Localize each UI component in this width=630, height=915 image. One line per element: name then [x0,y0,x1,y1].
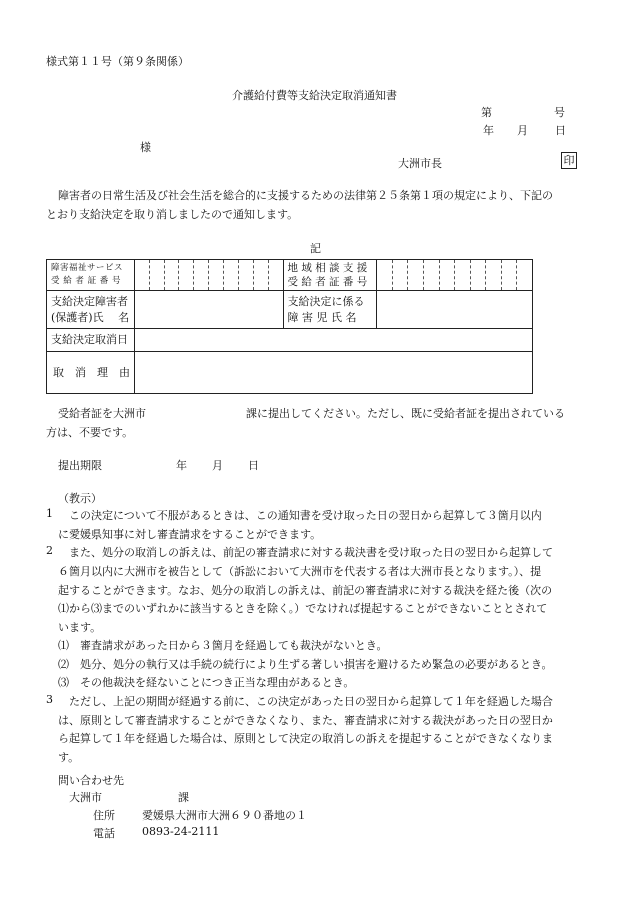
recipient-name-field[interactable] [134,291,283,329]
notice-1-number: 1 [46,507,53,520]
doc-no-prefix: 第 [481,106,492,119]
submit-line-1a: 受給者証を大洲市 [58,407,146,420]
notice-3-line: ら起算して１年を経過した場合は、原則として決定の取消しの訴えを提起することができなくなりま [58,732,553,745]
issuer: 大洲市長 [398,157,442,170]
deadline-day: 日 [248,459,259,472]
service-cert-number-field[interactable] [134,260,283,291]
notice-3-number: 3 [46,693,53,706]
doc-no-suffix: 号 [554,106,565,119]
notice-2-line: ６箇月以内に大洲市を被告として（訴訟において大洲市を代表する者は大洲市長となります。）、提 [58,565,542,578]
deadline-month: 月 [212,459,223,472]
cell-recipient-name-label [47,291,135,329]
cell-service-cert-label [47,260,135,291]
label-text: 取 消 理 由 [53,365,130,379]
label-text: 障害福祉サービス [51,263,124,273]
label-text: 支給決定障害者 [51,294,128,308]
child-name-field[interactable] [377,291,533,329]
contact-address: 愛媛県大洲市大洲６９０番地の１ [142,809,307,822]
notice-table [46,259,533,394]
cell-child-name-label [283,291,377,329]
notice-heading: （教示） [58,492,102,505]
contact-heading: 問い合わせ先 [58,774,124,787]
sub-item-2: ⑵ 処分、処分の執行又は手続の続行により生ずる著しい損害を避けるため緊急の必要があるとき。 [58,658,553,671]
contact-tel: 0893-24-2111 [142,825,220,838]
date-day: 日 [555,124,566,137]
label-text: 地 域 相 談 支 援 [287,262,368,274]
cancel-date-field[interactable] [134,329,532,352]
label-text: 支給決定に係る [287,294,365,308]
sub-item-3: ⑶ その他裁決を経ないことにつき正当な理由があるとき。 [58,676,355,689]
contact-tel-label: 電話 [93,827,115,840]
form-number: 様式第１１号（第９条関係） [46,55,189,68]
deadline-year: 年 [176,459,187,472]
notice-3-line: ただし、上記の期間が経過する前に、この決定があった日の翌日から起算して１年を経過した場合 [69,695,553,708]
table-row [47,260,533,291]
submit-line-1b: 課に提出してください。ただし、既に受給者証を提出されている [246,407,565,420]
table-row [47,352,533,394]
intro-line-2: とおり支給決定を取り消しましたので通知します。 [46,208,299,221]
notice-1-line: この決定について不服があるときは、この通知書を受け取った日の翌日から起算して３箇月以内 [69,509,542,522]
cancel-reason-field[interactable] [134,352,532,394]
cell-consult-cert-label [283,260,377,291]
seal-mark: 印 [561,152,577,169]
table-row [47,291,533,329]
sub-item-1: ⑴ 審査請求があった日から３箇月を経過しても裁決がないとき。 [58,639,388,652]
label-text: 障 害 児 氏 名 [287,310,357,324]
intro-line-1: 障害者の日常生活及び社会生活を総合的に支援するための法律第２５条第１項の規定により、下記の [58,189,553,202]
date-month: 月 [517,124,528,137]
ki-heading: 記 [310,242,321,255]
notice-2-line: います。 [58,621,102,634]
recipient-suffix: 様 [140,141,151,154]
notice-3-line: す。 [58,751,80,764]
contact-address-label: 住所 [93,809,115,822]
label-text: (保護者)氏 名 [51,310,130,324]
deadline-label: 提出期限 [58,459,102,472]
notice-3-line: は、原則として審査請求することができなくなり、また、審査請求に対する裁決があった日の翌日か [58,714,553,727]
notice-2-number: 2 [46,544,53,557]
notice-2-line: 起することができます。なお、処分の取消しの訴えは、前記の審査請求に対する裁決を経た後（次の [58,584,553,597]
submit-line-2: 方は、不要です。 [46,426,134,439]
table-row [47,329,533,352]
cell-cancel-reason-label [47,352,135,394]
notice-1-line: に愛媛県知事に対し審査請求をすることができます。 [58,528,322,541]
contact-city: 大洲市 [69,791,102,804]
notice-2-line: また、処分の取消しの訴えは、前記の審査請求に対する裁決書を受け取った日の翌日から起算して [69,546,553,559]
contact-dept-suffix: 課 [178,791,189,804]
document-title: 介護給付費等支給決定取消通知書 [232,89,397,102]
cell-cancel-date-label [47,329,135,352]
label-text: 支給決定取消日 [51,333,128,346]
date-year: 年 [483,124,494,137]
label-text: 受 給 者 証 番 号 [51,276,122,286]
notice-2-line: ⑴から⑶までのいずれかに該当するときを除く。）でなければ提起することができないこととされて [58,602,548,615]
label-text: 受 給 者 証 番 号 [287,276,368,288]
consult-cert-number-field[interactable] [377,260,533,291]
